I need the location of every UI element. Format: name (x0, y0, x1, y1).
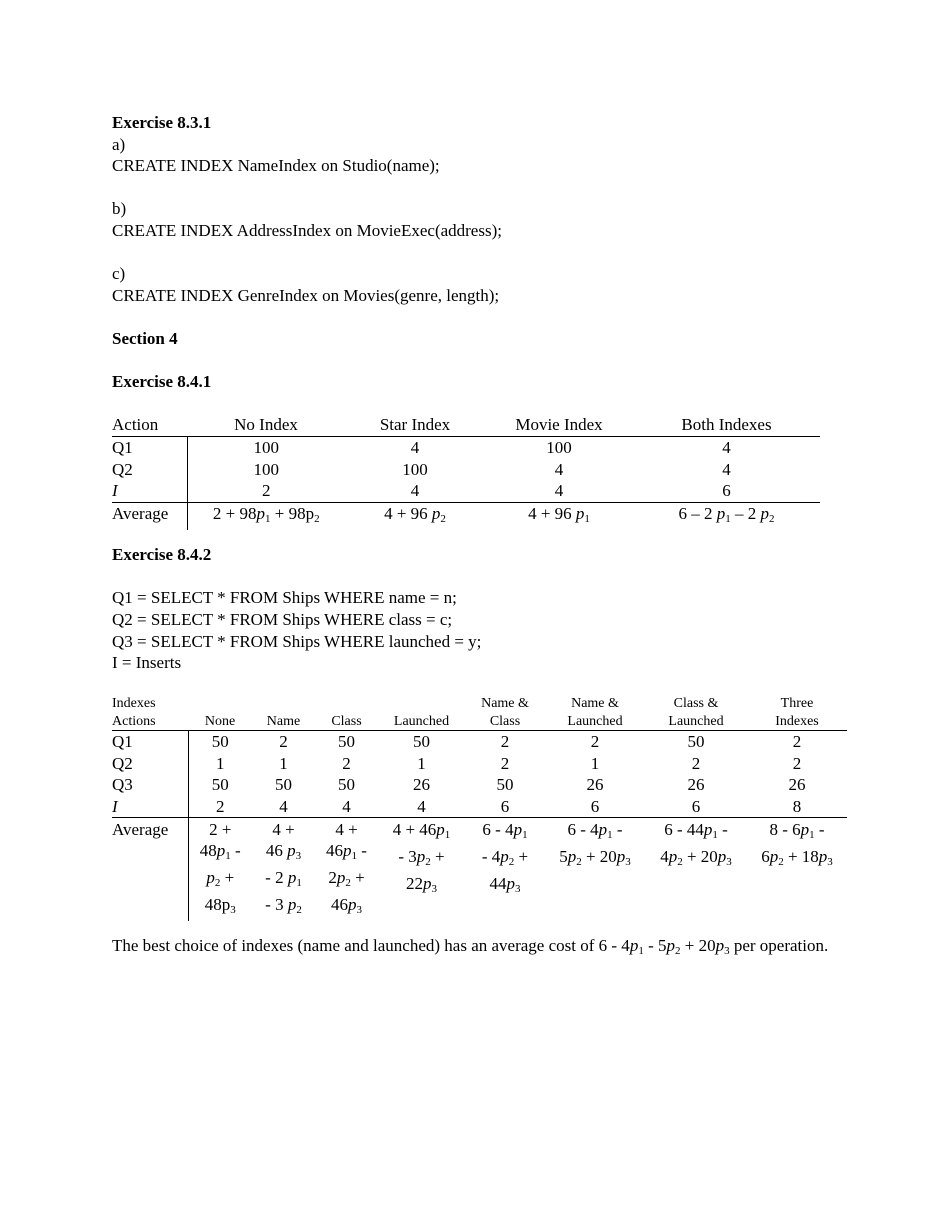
table-cell: 50 (687, 732, 705, 752)
row-label: Average (112, 818, 188, 922)
table-cell: 4 (554, 459, 564, 479)
table-cell: 6 (722, 481, 731, 501)
table-row (112, 731, 847, 753)
table-cell: 2 (279, 732, 288, 752)
average-cell: 6 – 2 $p_1 - 2$ $p_2$ (633, 502, 820, 530)
table-cell: 26 (413, 775, 430, 795)
table-cell: 50 (496, 775, 514, 795)
header-label-actions: Actions (112, 713, 156, 729)
average-cell: $2 + 98p_1 + 98p_2$ (187, 502, 345, 530)
exercise-831-b-sql: CREATE INDEX AddressIndex on MovieExec(address); (112, 220, 502, 240)
formula-line: $6 - 44p_1$ - (664, 820, 728, 842)
formula-line: $4p_2 + 20p_3$ (660, 847, 732, 869)
table-cell: 26 (586, 775, 604, 795)
query-line: I = Inserts (112, 653, 182, 673)
column-header: Star Index (345, 414, 485, 436)
table-cell: 2 (691, 753, 701, 773)
formula-line: $5p_2 + 20p_3$ (559, 847, 631, 869)
formula-line: $4 + 46p_1$ (392, 820, 451, 842)
formula-line: $22p_3$ (406, 874, 437, 896)
column-header: Name (252, 695, 315, 731)
table-cell: 26 (788, 775, 806, 795)
column-header: Three Indexes (747, 695, 847, 731)
formula-line: 2 + (209, 820, 232, 840)
formula-line: $6p_2 + 18p_3$ (761, 847, 833, 869)
table-cell: 2 (342, 753, 351, 773)
average-cell (315, 818, 378, 922)
column-header: Launched (378, 695, 465, 731)
average-cell: 4 + 96 $p_1$ (485, 502, 633, 530)
table-cell: 4 (722, 459, 731, 479)
table-cell: 50 (211, 775, 229, 795)
exercise-842-table (112, 695, 847, 921)
table-cell: 6 (590, 796, 600, 816)
row-label: Q1 (112, 731, 188, 753)
table-cell: 50 (413, 732, 430, 752)
column-header: Class & Launched (645, 695, 747, 731)
average-cell (465, 818, 545, 922)
column-header: Name & Launched (545, 695, 645, 731)
average-cell (645, 818, 747, 922)
table-cell: 6 (500, 796, 510, 816)
exercise-831-c-sql: CREATE INDEX GenreIndex on Movies(genre, length); (112, 285, 500, 305)
table-cell: 2 (500, 753, 510, 773)
average-cell (747, 818, 847, 922)
formula-line: $6 - 4p_1$ (482, 820, 528, 842)
header-label-indexes: Indexes (112, 696, 156, 712)
formula-line: $44p_3$ (489, 874, 521, 896)
table-cell: 8 (792, 796, 802, 816)
row-label: I (112, 796, 188, 818)
formula-line: $48p_3$ (204, 895, 236, 917)
table-header-row (112, 414, 820, 436)
table-cell: 100 (546, 437, 572, 457)
formula-line: 4 + (272, 820, 295, 840)
table-cell: 4 (342, 796, 351, 816)
column-header: None (188, 695, 252, 731)
exercise-841-table (112, 414, 820, 530)
table-cell: 4 (722, 437, 731, 457)
row-label: Q3 (112, 774, 188, 796)
row-label: I (112, 480, 187, 502)
exercise-841-heading: Exercise 8.4.1 (112, 372, 212, 392)
table-cell: 2 (792, 753, 802, 773)
formula-line: $2p_2$ + (328, 868, 365, 890)
table-cell: 50 (275, 775, 292, 795)
average-row (112, 818, 847, 922)
table-cell: 1 (590, 753, 600, 773)
formula-line: - $4p_2$ + (481, 847, 529, 869)
table-cell: 1 (216, 753, 225, 773)
table-cell: 26 (687, 775, 705, 795)
exercise-831-a-sql: CREATE INDEX NameIndex on Studio(name); (112, 156, 440, 176)
exercise-831-c-label: c) (112, 264, 126, 284)
table-cell: 50 (338, 775, 355, 795)
column-header: Name & Class (465, 695, 545, 731)
table-cell: 2 (500, 732, 510, 752)
conclusion-paragraph: The best choice of indexes (name and launched) has an average cost of $6 - 4p_1 - 5p_2 + 20p_3$ per operation. (112, 936, 829, 958)
average-cell (545, 818, 645, 922)
table-cell: 2 (590, 732, 600, 752)
formula-line: - 3 $p_2$ (265, 895, 302, 917)
formula-line: $46p_3$ (331, 895, 362, 917)
query-line: Q3 = SELECT * FROM Ships WHERE launched = y; (112, 631, 482, 651)
table-cell: 1 (279, 753, 288, 773)
table-cell: 100 (253, 459, 279, 479)
row-label: Q1 (112, 436, 187, 458)
row-label: Q2 (112, 459, 187, 481)
formula-line: $48p_1$ - (199, 841, 241, 863)
table-cell: 50 (211, 732, 229, 752)
exercise-831-a-label: a) (112, 134, 126, 154)
average-cell (188, 818, 252, 922)
column-header: Both Indexes (633, 414, 820, 436)
table-cell: 2 (216, 796, 225, 816)
query-line: Q2 = SELECT * FROM Ships WHERE class = c; (112, 610, 453, 630)
table-row (112, 774, 847, 796)
average-cell (378, 818, 465, 922)
table-row (112, 796, 847, 818)
formula-line: $p_2$ + (206, 868, 235, 890)
table-cell: 6 (691, 796, 701, 816)
header-corner (112, 695, 188, 731)
column-header: Movie Index (485, 414, 633, 436)
table-cell: 4 (417, 796, 426, 816)
column-header: No Index (187, 414, 345, 436)
exercise-842-heading: Exercise 8.4.2 (112, 545, 212, 565)
formula-line: $46p_1$ - (326, 841, 367, 863)
formula-line: 4 + (335, 820, 358, 840)
row-label: Q2 (112, 753, 188, 775)
table-cell: 4 (410, 481, 420, 501)
column-header: Class (315, 695, 378, 731)
exercise-831-heading: Exercise 8.3.1 (112, 113, 212, 132)
table-cell: 4 (279, 796, 288, 816)
document-page (112, 112, 852, 963)
formula-line: - $3p_2$ + (398, 847, 445, 869)
query-line: Q1 = SELECT * FROM Ships WHERE name = n; (112, 588, 457, 608)
formula-line: $8 - 6p_1$ - (769, 820, 825, 842)
formula-line: - 2 $p_1$ (265, 868, 302, 890)
average-cell: 4 + 96 $p_2$ (345, 502, 485, 530)
table-row (112, 753, 847, 775)
row-label: Average (112, 502, 187, 530)
table-cell: 1 (417, 753, 426, 773)
section-heading: Section 4 (112, 328, 178, 348)
table-cell: 2 (792, 732, 802, 752)
formula-line: 46 $p_3$ (265, 841, 302, 863)
formula-line: $6 - 4p_1$ - (567, 820, 623, 842)
average-row (112, 502, 820, 530)
table-cell: 100 (253, 437, 279, 457)
table-cell: 2 (262, 481, 271, 501)
table-cell: 50 (338, 732, 355, 752)
table-row (112, 480, 820, 502)
table-row (112, 436, 820, 458)
table-cell: 4 (410, 437, 420, 457)
table-row (112, 459, 820, 481)
table-cell: 4 (554, 481, 564, 501)
exercise-831-b-label: b) (112, 199, 127, 219)
table-header-row (112, 695, 847, 731)
table-cell: 100 (402, 459, 428, 479)
column-header: Action (112, 414, 187, 436)
average-cell (252, 818, 315, 922)
